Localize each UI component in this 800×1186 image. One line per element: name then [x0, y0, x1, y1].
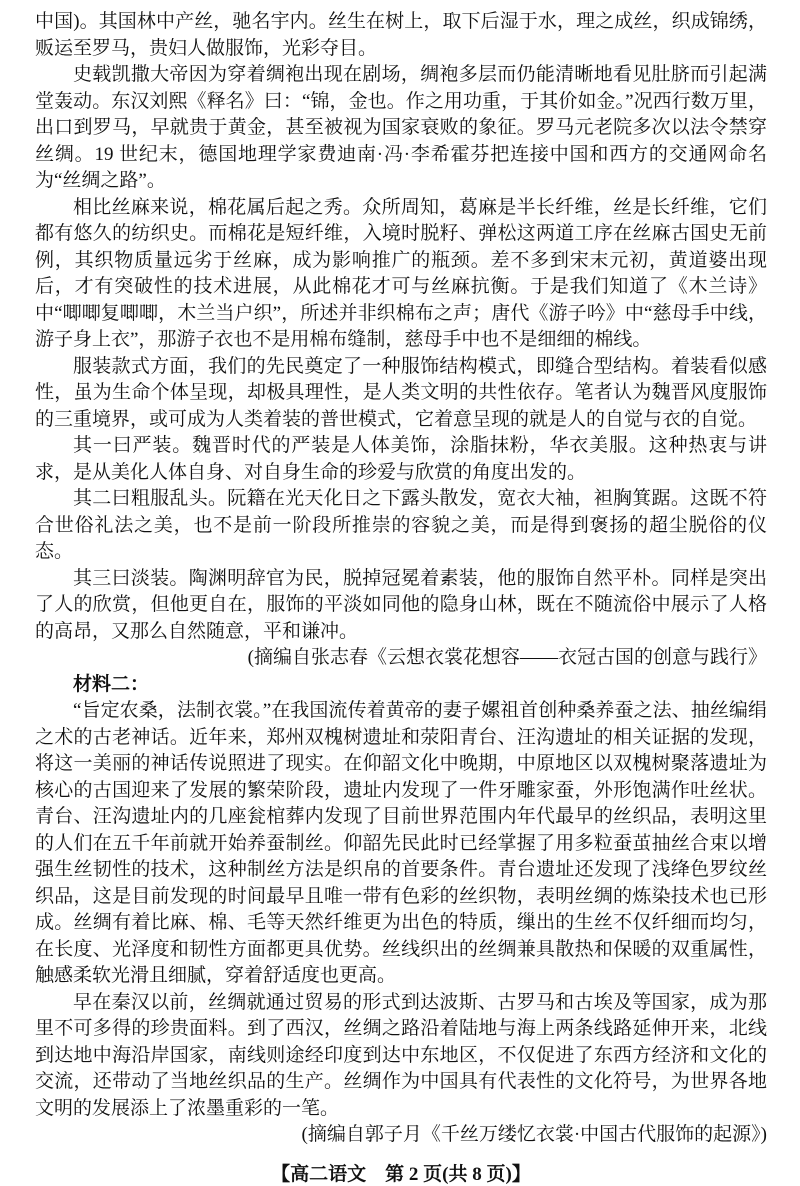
material-1-paragraph: 史载凯撒大帝因为穿着绸袍出现在剧场，绸袍多层而仍能清晰地看见肚脐而引起满堂轰动。东汉刘熙《释名》曰：“锦，金也。作之用功重，于其价如金。”况西行数万里，出口到罗马，早就贵于黄金，甚至被视为国家衰败的象征。罗马元老院多次以法令禁穿丝绸。19 世纪末，德国地理学家费迪南·冯·李希霍芬把连接中国和西方的交通网命名为“丝绸之路”。 [35, 64, 767, 191]
page-footer: 【高二语文 第 2 页(共 8 页)】 [271, 1163, 531, 1185]
material-1-paragraph: 相比丝麻来说，棉花属后起之秀。众所周知，葛麻是半长纤维，丝是长纤维，它们都有悠久的纺织史。而棉花是短纤维，入境时脱籽、弹松这两道工序在丝麻古国史无前例，其织物质量远劣于丝麻，成为影响推广的瓶颈。差不多到宋末元初，黄道婆出现后，才有突破性的技术进展，从此棉花才可与丝麻抗衡。于是我们知道了《木兰诗》中“唧唧复唧唧，木兰当户织”，所述并非织棉布之声；唐代《游子吟》中“慈母手中线，游子身上衣”，那游子衣也不是用棉布缝制，慈母手中也不是细细的棉线。 [35, 196, 767, 350]
material-1-paragraph: 其一曰严装。魏晋时代的严装是人体美饰，涂脂抹粉，华衣美服。这种热衷与讲求，是从美化人体自身、对自身生命的珍爱与欣赏的角度出发的。 [35, 435, 767, 483]
reading-passage [35, 9, 767, 1149]
material-2-paragraph: 早在秦汉以前，丝绸就通过贸易的形式到达波斯、古罗马和古埃及等国家，成为那里不可多得的珍贵面料。到了西汉，丝绸之路沿着陆地与海上两条线路延伸开来，北线到达地中海沿岸国家，南线则途经印度到达中东地区，不仅促进了东西方经济和文化的交流，还带动了当地丝织品的生产。丝绸作为中国具有代表性的文化符号，为世界各地文明的发展添上了浓墨重彩的一笔。 [35, 991, 767, 1119]
material-1-paragraph: 服装款式方面，我们的先民奠定了一种服饰结构模式，即缝合型结构。着装看似感性，虽为生命个体呈现，却极具理性，是人类文明的共性依存。笔者认为魏晋风度服饰的三重境界，或可成为人类着装的普世模式，它着意呈现的就是人的自觉与衣的自觉。 [35, 355, 767, 430]
material-1-paragraph-continuation: 中国)。其国林中产丝，驰名宇内。丝生在树上，取下后湿于水，理之成丝，织成锦绣，贩运至罗马，贵妇人做服饰，光彩夺目。 [35, 11, 767, 59]
material-1-paragraph: 其二曰粗服乱头。阮籍在光天化日之下露头散发，宽衣大袖，袒胸箕踞。这既不符合世俗礼法之美，也不是前一阶段所推崇的容貌之美，而是得到褒扬的超尘脱俗的仪态。 [35, 488, 767, 562]
material-1-source-attribution: (摘编自张志春《云想衣裳花想容——衣冠古国的创意与践行》 [247, 647, 767, 668]
material-2-heading: 材料二： [73, 673, 150, 695]
material-2-source-attribution: (摘编自郭子月《千丝万缕忆衣裳·中国古代服饰的起源》) [301, 1124, 767, 1145]
material-1-paragraph: 其三曰淡装。陶渊明辞官为民，脱掉冠冕着素装，他的服饰自然平朴。同样是突出了人的欣赏，但他更自在，服饰的平淡如同他的隐身山林，既在不随流俗中展示了人格的高昂，又那么自然随意，平和谦冲。 [35, 567, 767, 642]
material-2-paragraph: “旨定农桑，法制衣裳。”在我国流传着黄帝的妻子嫘祖首创种桑养蚕之法、抽丝编绢之术的古老神话。近年来，郑州双槐树遗址和荥阳青台、汪沟遗址的相关证据的发现，将这一美丽的神话传说照进了现实。在仰韶文化中晚期，中原地区以双槐树聚落遗址为核心的古国迎来了发展的繁荣阶段，遗址内发现了一件牙雕家蚕，外形饱满作吐丝状。青台、汪沟遗址内的几座瓮棺葬内发现了目前世界范围内年代最早的丝织品，表明这里的人们在五千年前就开始养蚕制丝。仰韶先民此时已经掌握了用多粒蚕茧抽丝合束以增强生丝韧性的技术，这种制丝方法是织帛的首要条件。青台遗址还发现了浅绛色罗纹丝织品，这是目前发现的时间最早且唯一带有色彩的丝织物，表明丝绸的炼染技术也已形成。丝绸有着比麻、棉、毛等天然纤维更为出色的特质，缫出的生丝不仅纤细而均匀，在长度、光泽度和韧性方面都更具优势。丝线织出的丝绸兼具散热和保暖的双重属性，触感柔软光滑且细腻，穿着舒适度也更高。 [35, 700, 767, 986]
